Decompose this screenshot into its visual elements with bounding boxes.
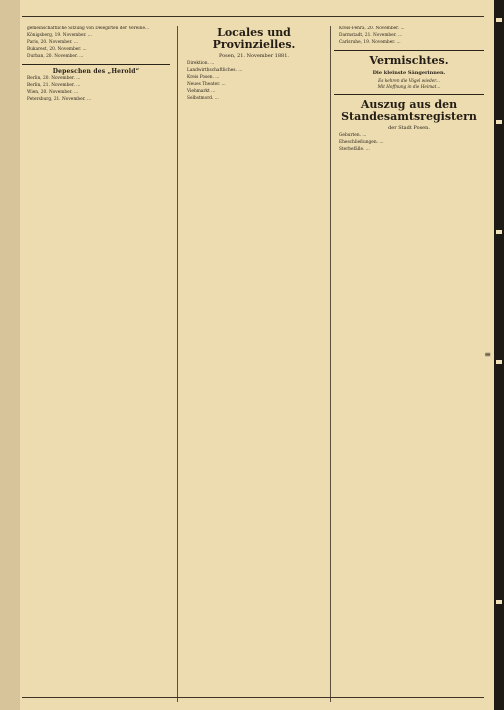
column-2	[177, 26, 331, 702]
poem-line: Mit Hoffnung in die Heimat...	[377, 84, 441, 90]
edge-tick	[496, 230, 502, 234]
article-text: Neues Theater. ...	[187, 82, 226, 88]
article-text: gemeinschaftliche Sitzung von Delegirten der Vereine...	[27, 26, 150, 31]
top-rule	[22, 16, 484, 17]
edge-tick	[496, 120, 502, 124]
bottom-rule	[22, 697, 484, 704]
article-text: Selbstmord. ...	[187, 96, 219, 102]
article-text: Wien, 20. November. ...	[27, 89, 79, 95]
article-text: Berlin, 20. November. ...	[27, 75, 81, 81]
edge-tick	[496, 18, 502, 22]
article-text: Eheschließungen. ...	[339, 139, 384, 145]
article-text: Kreis Posen. ...	[187, 75, 220, 81]
separator	[22, 64, 170, 65]
column-3	[334, 26, 484, 702]
edge-tick	[496, 600, 502, 604]
article-text: Sterbefälle. ...	[339, 146, 370, 152]
dateline: Posen, 21. November 1881.	[219, 53, 289, 59]
article-text: Carlsruhe, 19. November. ...	[339, 40, 401, 46]
subsection-title: Die kleinste Sängerinnen.	[372, 70, 446, 77]
article-text: Bukarest, 20. November. ...	[27, 47, 87, 53]
article-text: Landwirthschaftliches. ...	[187, 68, 243, 74]
article-text: Durban, 20. November. ...	[27, 54, 84, 60]
article-text: Berlin, 21. November. ...	[27, 82, 81, 88]
article-text: Kreis-Fehra, 20. November. ...	[339, 26, 405, 31]
column-1	[22, 26, 170, 702]
page-mark: ≡	[484, 350, 491, 359]
section-title: Vermischtes.	[369, 54, 449, 68]
article-text: Viehmarkt ...	[187, 89, 216, 95]
section-heading: Depeschen des „Herold“	[52, 68, 140, 76]
edge-tick	[496, 360, 502, 364]
article-text: Geburten. ...	[339, 132, 367, 138]
article-text: Königsberg, 19. November. ...	[27, 33, 92, 39]
article-text: Darmstadt, 21. November. ...	[339, 33, 403, 39]
article-text: Direktion. ...	[187, 61, 215, 66]
separator	[334, 50, 484, 51]
left-margin	[0, 0, 20, 710]
section-title: Locales und Provinzielles.	[212, 26, 296, 51]
separator	[334, 94, 484, 95]
article-text: Paris, 20. November. ...	[27, 40, 78, 46]
poem-line: Es kehren die Vögel wieder...	[378, 78, 440, 84]
section-subtitle: der Stadt Posen.	[388, 124, 430, 131]
article-text: Petersburg, 21. November. ...	[27, 96, 92, 102]
section-title: Auszug aus den Standesamtsregistern	[341, 97, 477, 123]
